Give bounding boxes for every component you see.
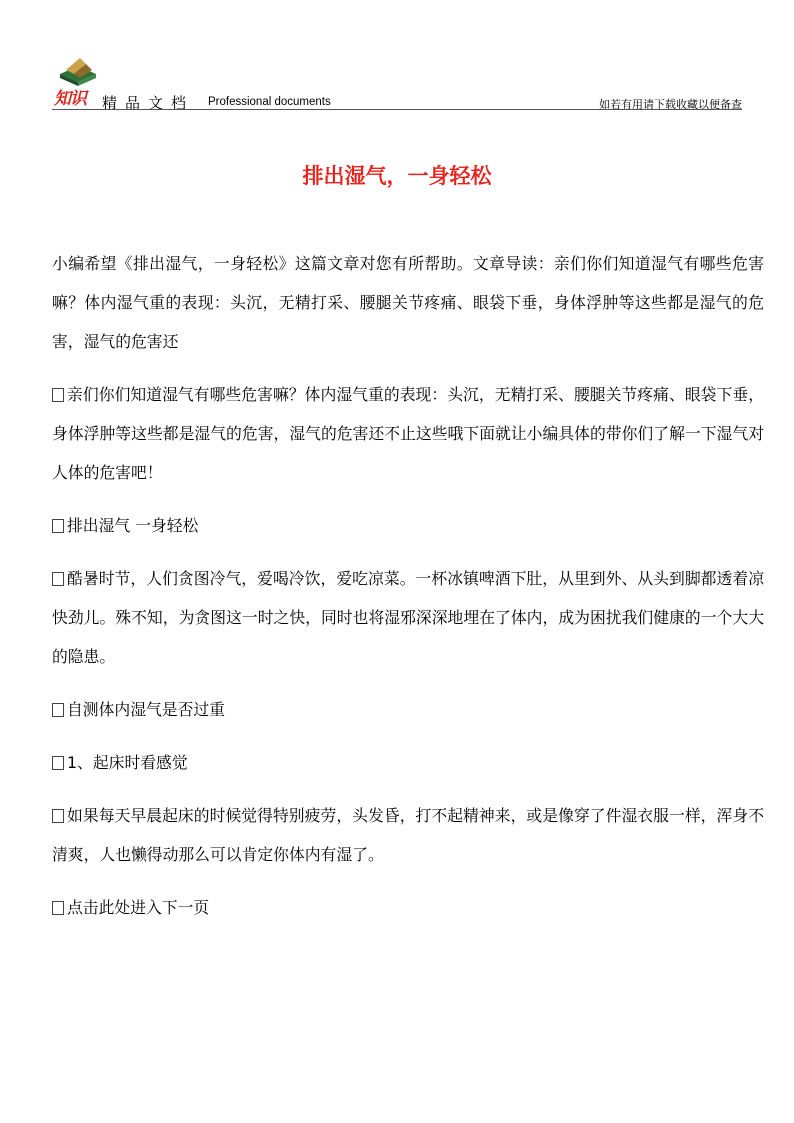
paragraph-text: 小编希望《排出湿气，一身轻松》这篇文章对您有所帮助。文章导读：亲们你们知道湿气有哪些危害嘛？体内湿气重的表现：头沉，无精打采、腰腿关节疼痛、眼袋下垂，身体浮肿等这些都是湿气的危害，湿气的危害还 xyxy=(52,254,764,351)
brand-title: 精品文档 xyxy=(102,94,195,112)
paragraph xyxy=(52,559,764,676)
document-title: 排出湿气，一身轻松 xyxy=(302,164,492,188)
bullet-box-icon xyxy=(52,756,64,770)
bullet-box-icon xyxy=(52,519,64,533)
page-header xyxy=(52,52,742,112)
bullet-box-icon xyxy=(52,572,64,586)
paragraph-text: 自测体内湿气是否过重 xyxy=(67,700,225,719)
paragraph xyxy=(52,743,764,782)
paragraph xyxy=(52,506,764,545)
paragraph-text: 排出湿气 一身轻松 xyxy=(67,516,199,535)
header-divider xyxy=(52,109,742,110)
paragraph[interactable] xyxy=(52,888,764,927)
logo xyxy=(52,52,106,108)
header-note: 如若有用请下载收藏以便备查 xyxy=(599,98,742,111)
document-body xyxy=(52,244,764,941)
brand-subtitle: Professional documents xyxy=(208,96,331,108)
logo-text: 知识 xyxy=(54,89,86,109)
bullet-box-icon xyxy=(52,703,64,717)
paragraph-text: 1、起床时看感觉 xyxy=(67,753,188,772)
paragraph-text: 如果每天早晨起床的时候觉得特别疲劳，头发昏，打不起精神来，或是像穿了件湿衣服一样，浑身不清爽，人也懒得动那么可以肯定你体内有湿了。 xyxy=(52,806,764,864)
bullet-box-icon xyxy=(52,809,64,823)
paragraph-text: 亲们你们知道湿气有哪些危害嘛？体内湿气重的表现：头沉，无精打采、腰腿关节疼痛、眼袋下垂，身体浮肿等这些都是湿气的危害，湿气的危害还不止这些哦下面就让小编具体的带你们了解一下湿气对人体的危害吧！ xyxy=(52,385,764,482)
paragraph xyxy=(52,375,764,492)
bullet-box-icon xyxy=(52,388,64,402)
bullet-box-icon xyxy=(52,901,64,915)
paragraph xyxy=(52,244,764,361)
paragraph xyxy=(52,796,764,874)
paragraph-text: 酷暑时节，人们贪图冷气，爱喝冷饮，爱吃凉菜。一杯冰镇啤酒下肚，从里到外、从头到脚都透着凉快劲儿。殊不知，为贪图这一时之快，同时也将湿邪深深地埋在了体内，成为困扰我们健康的一个大大的隐患。 xyxy=(52,569,764,666)
paragraph-text: 点击此处进入下一页 xyxy=(67,898,210,917)
paragraph xyxy=(52,690,764,729)
